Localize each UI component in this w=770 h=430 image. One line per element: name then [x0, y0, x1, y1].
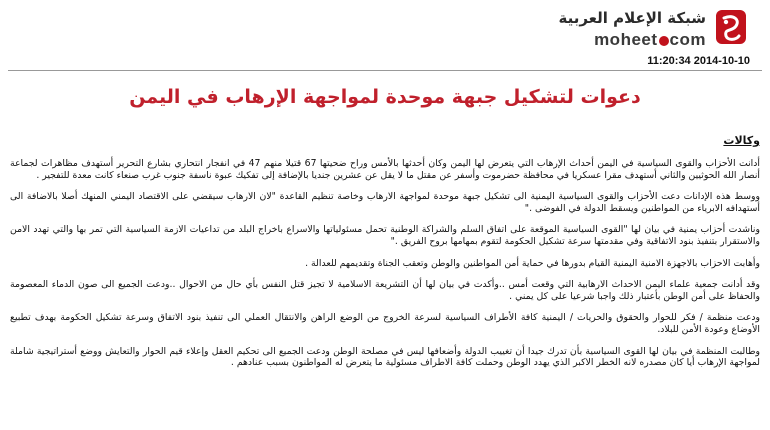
- article-paragraph: أدانت الأحزاب والقوى السياسية في اليمن أحداث الإرهاب التي يتعرض لها اليمن وكان أحدثها بالأمس وراح ضحيتها 67 قتيلا منهم 47 في انفجار انتحاري بشارع التحرير أستهدف مظاهرات لجماعة أنصار الله الحوثيين والثاني أستهدف مقرا عسكريا في محافظة حضرموت وأسفر عن مقتل ما لا يقل عن عشرين جنديا بالإضافة إلى تفكيك عبوة ناسفة جنوب غرب صنعاء كانت معدة للتفجير .: [10, 158, 760, 181]
- header-divider: [8, 70, 762, 71]
- site-name-arabic: شبكة الإعلام العربية: [558, 9, 706, 27]
- logo-dot: [659, 36, 669, 46]
- site-name-latin-right: com: [669, 30, 706, 49]
- article-paragraph: ودعت منظمة / فكر للحوار والحقوق والحريات / اليمنية كافة الأطراف السياسية لسرعة الخروج من الوضع الراهن والانتقال العملي الى تنفيذ بنود الاتفاق وسرعة تشكيل الحكومة بهدف تطبيع الأوضاع وعودة الأمن للبلاد.: [10, 312, 760, 335]
- article-paragraph: وناشدت أحزاب يمنية في بيان لها "القوى السياسية الموقعة على اتفاق السلم والشراكة الوطنية تحمل مسئولياتها والاسراع باخراج البلد من تداعيات الازمة السياسية التي تمر بها والتي تهدد الامن والاستقرار بتنفيذ بنود الاتفاقية وفي مقدمتها سرعة تشكيل الحكومة لتقوم بمهامها بروح الفريق .": [10, 224, 760, 247]
- article-paragraph: ووسط هذه الإدانات دعت الأحزاب والقوى السياسية اليمنية الى تشكيل جبهة موحدة لمواجهة الارهاب وخاصة تنظيم القاعدة "لان الارهاب سيقضي على الاقتصاد اليمني المنهك أصلا بالاضافة الى أستهدافه الابرياء من المواطنين ويسقط الدولة في الفوضى .": [10, 191, 760, 214]
- article-paragraph: وأهابت الاحزاب بالاجهزة الامنية اليمنية القيام بدورها في حماية أمن المواطنين والوطن وتعقب الجناة وتقديمهم للعدالة .: [305, 257, 760, 269]
- site-name-latin-left: moheet: [594, 30, 658, 49]
- article-headline: دعوات لتشكيل جبهة موحدة لمواجهة الإرهاب في اليمن: [129, 86, 641, 108]
- article-paragraph: وقد أدانت جمعية علماء اليمن الاحداث الارهابية التي وقعت أمس ..وأكدت في بيان لها أن التشريعة الاسلامية لا تجيز قتل النفس بأي حال من الاحوال ..ودعت الجميع الى صون الدماء المعصومة والحفاظ على أمن الوطن بأعتبار ذلك واجبا شرعيا على كل يمني .: [10, 279, 760, 302]
- site-name-latin[interactable]: [594, 30, 706, 50]
- article-source: وكالات: [723, 134, 760, 147]
- moheet-logo-icon[interactable]: [714, 8, 748, 46]
- site-header: [0, 0, 770, 52]
- article-paragraph: وطالبت المنظمة في بيان لها القوى السياسية بأن تدرك جيدا أن تغييب الدولة وأضعافها ليس في مصلحة الوطن ودعت الجميع الى تحكيم العقل وإعلاء قيم الحوار والتعايش ووضع أستراتيجية شاملة لمواجهة الإرهاب أيا كان مصدره لانه الخطر الاكبر الذي يهدد الوطن وحملت كافة الاطراف مسئولية ما يتعرض له المواطنون بسبب عنادهم .: [10, 345, 760, 369]
- article-body: [10, 158, 760, 379]
- article-timestamp: 11:20:34 2014-10-10: [647, 55, 750, 67]
